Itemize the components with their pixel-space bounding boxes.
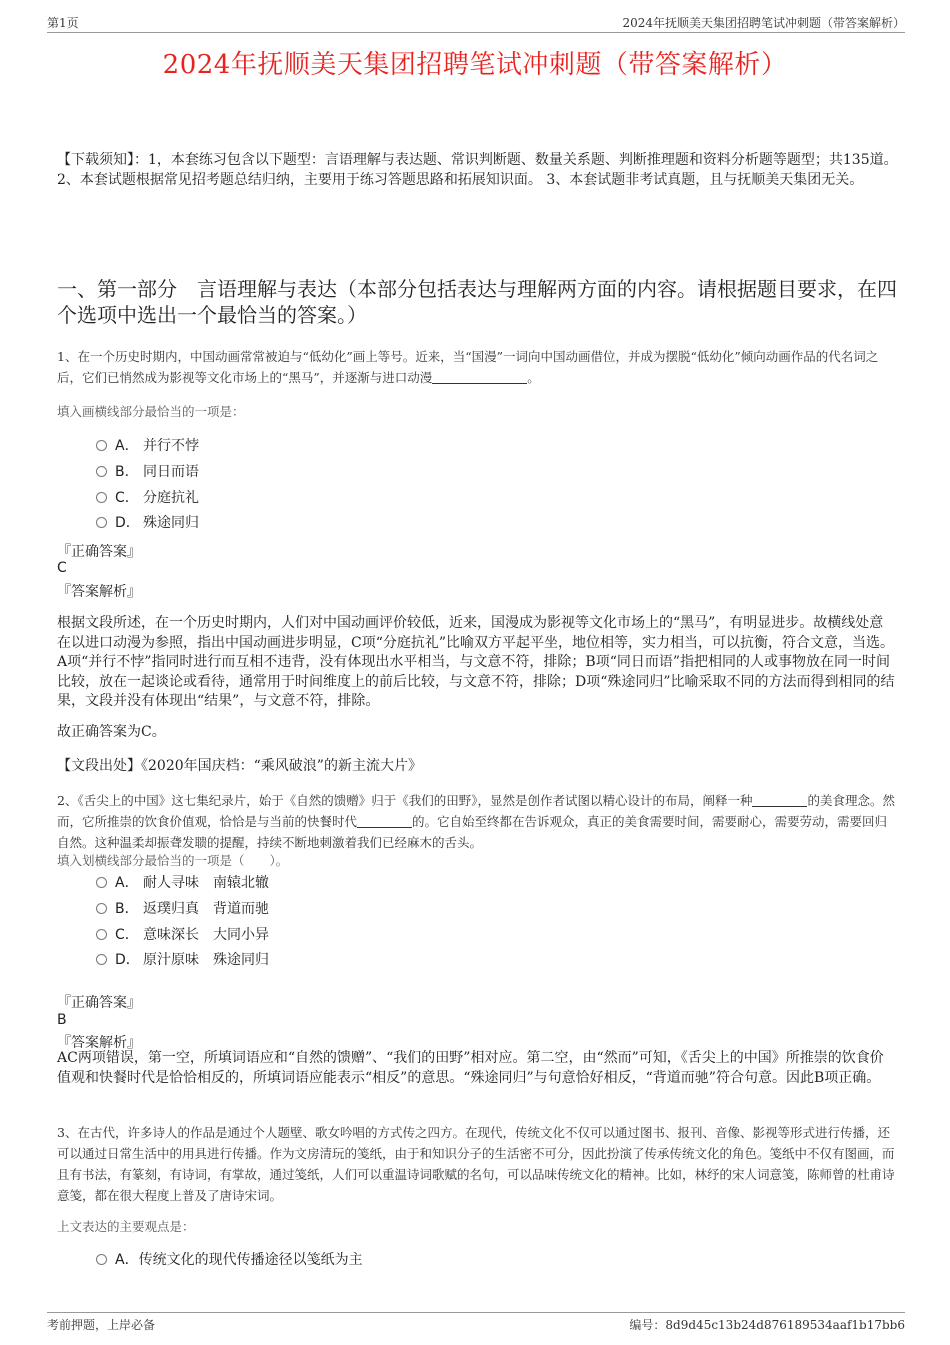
q1-option-b[interactable]: B． 同日而语 [96, 462, 199, 482]
q2-analysis-label: 『答案解析』 [57, 1035, 141, 1051]
header-doc-title: 2024年抚顺美天集团招聘笔试冲刺题（带答案解析） [622, 16, 905, 30]
radio-icon[interactable] [96, 1254, 107, 1265]
radio-icon[interactable] [96, 877, 107, 888]
radio-icon[interactable] [96, 929, 107, 940]
footer-code: 编号：8d9d45c13b24d876189534aaf1b17bb6 [629, 1318, 905, 1332]
radio-icon[interactable] [96, 903, 107, 914]
answer-blank [357, 815, 412, 828]
page-header [47, 14, 905, 33]
q1-answer: C [57, 560, 67, 576]
q2-option-b[interactable]: B． 返璞归真 背道而驰 [96, 899, 269, 919]
section-heading: 一、第一部分 言语理解与表达（本部分包括表达与理解两方面的内容。请根据题目要求，在四个选项中选出一个最恰当的答案。） [57, 277, 897, 327]
q2-answer-label: 『正确答案』 [57, 995, 141, 1011]
q1-option-c[interactable]: C． 分庭抗礼 [96, 488, 199, 508]
question-1-stem: 1、在一个历史时期内，中国动画常常被迫与“低幼化”画上等号。近来，当“国漫”一词向中国动画借位，并成为摆脱“低幼化”倾向动画作品的代名词之后，它们已悄然成为影视等文化市场上的“黑马”，并逐渐与进口动漫 。 [57, 349, 879, 385]
question-1-prompt: 填入画横线部分最恰当的一项是： [57, 404, 245, 419]
q2-analysis: AC两项错误，第一空，所填词语应和“自然的馈赠”、“我们的田野”相对应。第二空，由“然而”可知，《舌尖上的中国》所推崇的饮食价值观和快餐时代是恰恰相反的，所填词语应能表示“相反”的意思。“殊途同归”与句意恰好相反，“背道而驰”符合句意。因此B项正确。 [57, 1050, 884, 1086]
q1-option-a[interactable]: A． 并行不悖 [96, 436, 199, 456]
q3-option-a[interactable]: A．传统文化的现代传播途径以笺纸为主 [96, 1250, 363, 1270]
q1-source: 【文段出处】《2020年国庆档：“乘风破浪”的新主流大片》 [57, 758, 422, 774]
radio-icon[interactable] [96, 466, 107, 477]
question-3-stem: 3、在古代，许多诗人的作品是通过个人题壁、歌女吟唱的方式传之四方。在现代，传统文化不仅可以通过图书、报刊、音像、影视等形式进行传播，还可以通过日常生活中的用具进行传播。作为文房清玩的笺纸，由于和知识分子的生活密不可分，因此扮演了传承传统文化的角色。笺纸中不仅有图画，而且有书法，有篆刻，有诗词，有掌故，通过笺纸，人们可以重温诗词歌赋的名句，可以品味传统文化的精神。比如，林纾的宋人词意笺，陈师曾的杜甫诗意笺，都在很大程度上普及了唐诗宋词。 [57, 1125, 895, 1203]
q2-option-c[interactable]: C． 意味深长 大同小异 [96, 925, 269, 945]
q1-conclusion: 故正确答案为C。 [57, 724, 166, 740]
download-notice: 【下载须知】：1，本套练习包含以下题型：言语理解与表达题、常识判断题、数量关系题、判断推理题和资料分析题等题型；共135道。 2、本套试题根据常见招考题总结归纳，主要用于练习答题思路和拓展知识面。 3、本套试题非考试真题，且与抚顺美天集团无关。 [57, 152, 898, 188]
q2-answer: B [57, 1012, 67, 1028]
page-title: 2024年抚顺美天集团招聘笔试冲刺题（带答案解析） [162, 50, 788, 80]
page-number: 第1页 [47, 16, 79, 30]
answer-blank [752, 794, 807, 807]
page-footer [47, 1312, 905, 1334]
q1-option-d[interactable]: D． 殊途同归 [96, 513, 199, 533]
radio-icon[interactable] [96, 517, 107, 528]
question-2-stem: 2、《舌尖上的中国》这七集纪录片，始于《自然的馈赠》归于《我们的田野》，显然是创作者试图以精心设计的布局，阐释一种 的美食理念。然而，它所推崇的饮食价值观，恰恰是与当前的快餐时代 的。它自始至终都在告诉观众，真正的美食需要时间，需要耐心，需要劳动，需要回归自然。这种温柔却振聋发聩的提醒，持续不断地刺激着我们已经麻木的舌头。 [57, 793, 895, 850]
q1-answer-label: 『正确答案』 [57, 544, 141, 560]
footer-slogan: 考前押题，上岸必备 [47, 1318, 156, 1332]
radio-icon[interactable] [96, 440, 107, 451]
q2-option-a[interactable]: A． 耐人寻味 南辕北辙 [96, 873, 269, 893]
question-2-prompt: 填入划横线部分最恰当的一项是（ ）。 [57, 853, 289, 868]
radio-icon[interactable] [96, 492, 107, 503]
q1-analysis: 根据文段所述，在一个历史时期内，人们对中国动画评价较低，近来，国漫成为影视等文化市场上的“黑马”，有明显进步。故横线处意在以进口动漫为参照，指出中国动画进步明显，C项“分庭抗礼”比喻双方平起平坐，地位相等，实力相当，可以抗衡，符合文意，当选。A项“并行不悖”指同时进行而互相不违背，没有体现出水平相当，与文意不符，排除；B项“同日而语”指把相同的人或事物放在同一时间比较，放在一起谈论或看待，通常用于时间维度上的前后比较，与文意不符，排除；D项“殊途同归”比喻采取不同的方法而得到相同的结果，文段并没有体现出“结果”，与文意不符，排除。 [57, 615, 895, 709]
question-3-prompt: 上文表达的主要观点是： [57, 1219, 195, 1234]
q2-option-d[interactable]: D． 原汁原味 殊途同归 [96, 950, 269, 970]
q1-analysis-label: 『答案解析』 [57, 584, 141, 600]
answer-blank [432, 371, 527, 384]
radio-icon[interactable] [96, 954, 107, 965]
